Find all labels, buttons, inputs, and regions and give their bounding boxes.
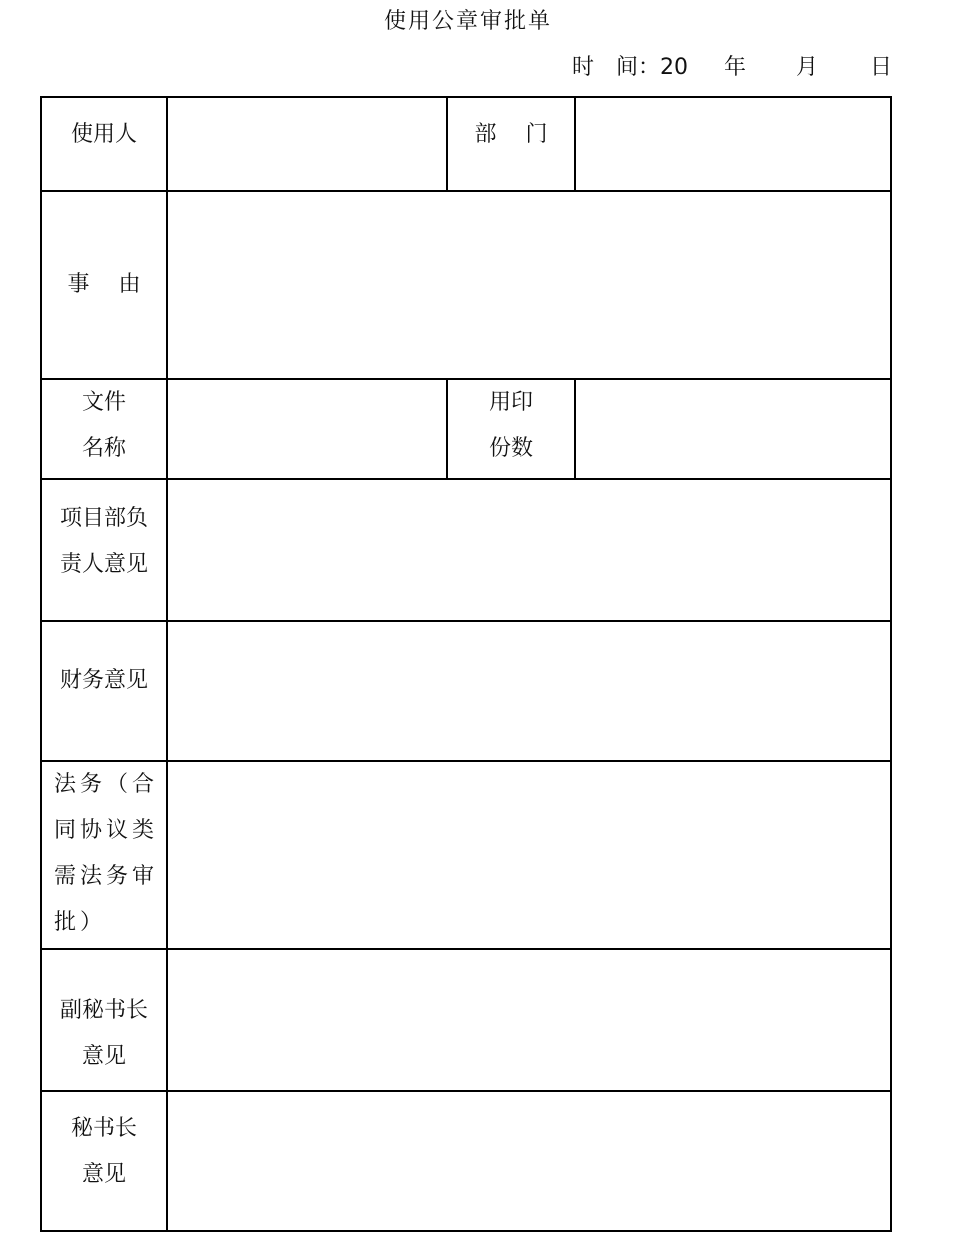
sg-label-line1: 秘书长 <box>70 1116 137 1141</box>
form-title: 使用公章审批单 <box>383 9 552 34</box>
dept-field[interactable] <box>575 97 891 191</box>
sg-field[interactable] <box>167 1091 891 1231</box>
project-head-label-line1: 项目部负 <box>59 506 148 531</box>
dept-label: 部 门 <box>447 97 575 191</box>
user-field[interactable] <box>167 97 447 191</box>
deputy-sg-label-line1: 副秘书长 <box>59 998 148 1023</box>
project-head-field[interactable] <box>167 479 891 621</box>
project-head-label-line2: 责人意见 <box>59 552 148 577</box>
date-year: 年 <box>724 55 747 80</box>
date-line <box>572 50 892 81</box>
date-month: 月 <box>796 55 819 80</box>
project-head-label <box>41 479 167 621</box>
copies-field[interactable] <box>575 379 891 479</box>
sg-label <box>41 1091 167 1231</box>
date-label: 时 间：20 <box>572 55 688 80</box>
copies-label-line1: 用印 <box>488 390 533 415</box>
row-project-head <box>41 479 891 621</box>
finance-field[interactable] <box>167 621 891 761</box>
deputy-sg-label <box>41 949 167 1091</box>
row-deputy-sg <box>41 949 891 1091</box>
user-label: 使用人 <box>41 97 167 191</box>
file-name-label-line1: 文件 <box>81 390 126 415</box>
row-user <box>41 97 891 191</box>
deputy-sg-label-line2: 意见 <box>81 1044 126 1069</box>
row-legal <box>41 761 891 949</box>
copies-label-line2: 份数 <box>488 436 533 461</box>
row-finance <box>41 621 891 761</box>
legal-label-line1: 法务（合 <box>54 772 159 797</box>
row-reason <box>41 191 891 379</box>
date-day: 日 <box>870 55 893 80</box>
legal-label <box>41 761 167 949</box>
reason-label: 事 由 <box>41 191 167 379</box>
file-name-label <box>41 379 167 479</box>
sg-label-line2: 意见 <box>81 1162 126 1187</box>
legal-label-line3: 需法务审 <box>54 864 159 889</box>
legal-field[interactable] <box>167 761 891 949</box>
legal-label-line2: 同协议类 <box>54 818 159 843</box>
file-name-field[interactable] <box>167 379 447 479</box>
copies-label <box>447 379 575 479</box>
approval-table <box>40 96 892 1232</box>
row-file <box>41 379 891 479</box>
deputy-sg-field[interactable] <box>167 949 891 1091</box>
finance-label: 财务意见 <box>41 621 167 761</box>
reason-field[interactable] <box>167 191 891 379</box>
file-name-label-line2: 名称 <box>81 436 126 461</box>
row-sg <box>41 1091 891 1231</box>
legal-label-line4: 批） <box>54 910 107 935</box>
